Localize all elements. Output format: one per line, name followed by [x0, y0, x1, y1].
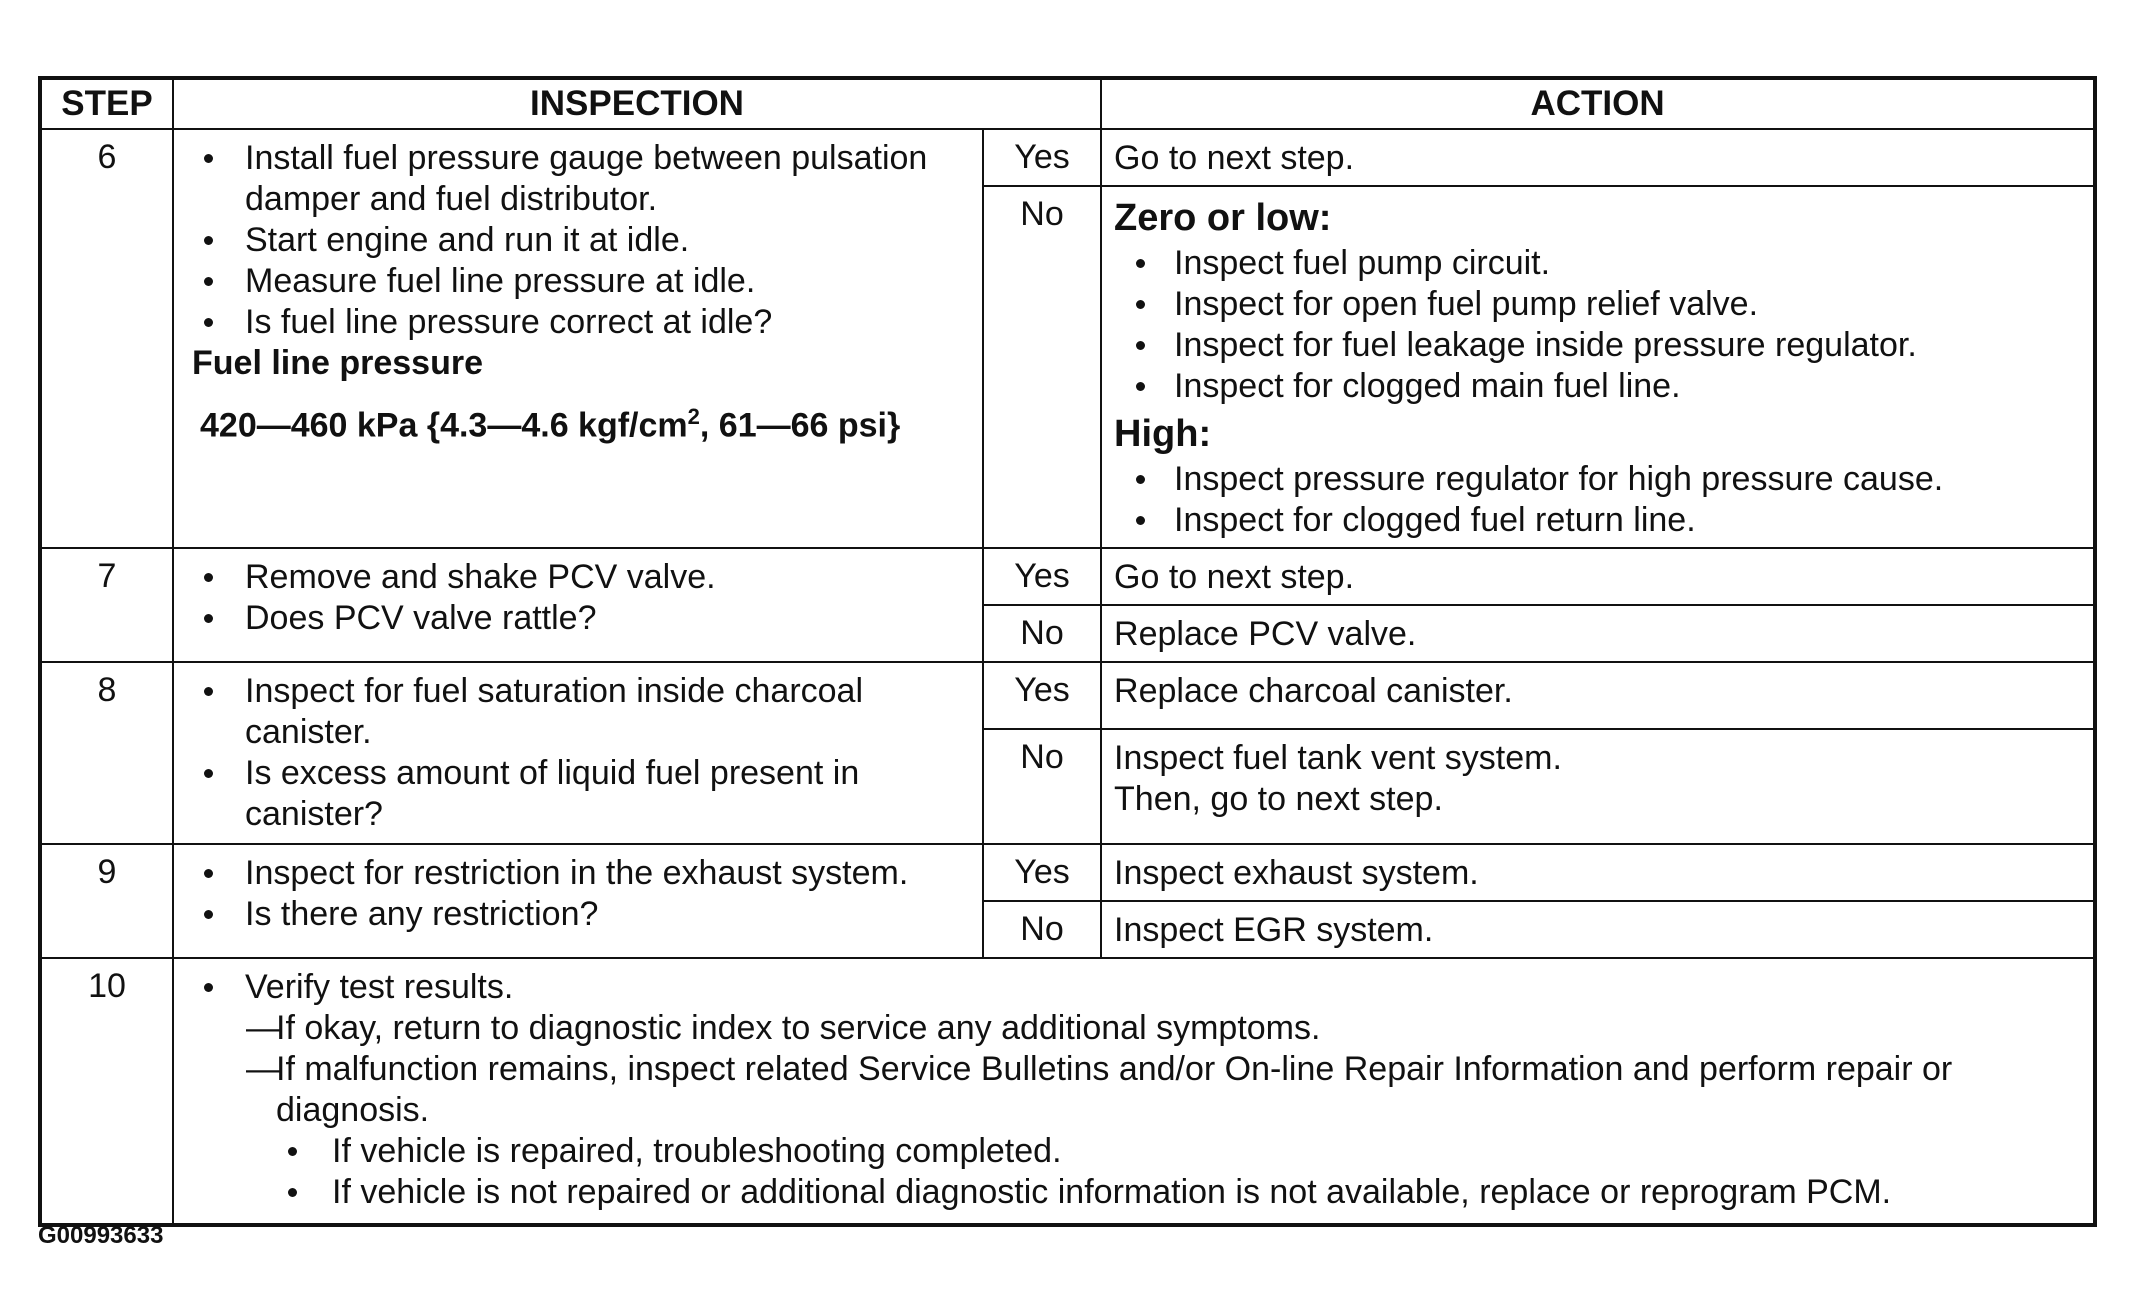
inspection-cell [173, 662, 983, 844]
no-action: Replace PCV valve. [1101, 605, 2095, 662]
dash-item: — If okay, return to diagnostic index to service any additional symptoms. [246, 1009, 1321, 1047]
step-number: 9 [40, 844, 173, 958]
inspection-cell [173, 844, 983, 958]
action-item: Inspect for open fuel pump relief valve. [1114, 284, 2083, 325]
diagnostic-table [38, 76, 2097, 1227]
yes-action: Go to next step. [1101, 129, 2095, 186]
table-row [40, 958, 2095, 1225]
yes-label: Yes [983, 548, 1101, 605]
table-row [40, 548, 2095, 605]
action-item: Inspect for clogged fuel return line. [1114, 500, 2083, 541]
inspection-cell [173, 129, 983, 548]
inspection-item: Inspect for restriction in the exhaust system. [190, 853, 972, 894]
sub-item: If vehicle is not repaired or additional diagnostic information is not available, replace or reprogram PCM. [276, 1172, 2083, 1213]
no-action: Inspect EGR system. [1101, 901, 2095, 958]
table-row [40, 844, 2095, 901]
action-line: Inspect fuel tank vent system. [1114, 738, 1562, 777]
inspection-item: Is fuel line pressure correct at idle? [190, 302, 972, 343]
no-action [1101, 186, 2095, 548]
yes-label: Yes [983, 844, 1101, 901]
inspection-item: Remove and shake PCV valve. [190, 557, 972, 598]
action-line: Then, go to next step. [1114, 779, 1443, 818]
inspection-item: Inspect for fuel saturation inside charcoal canister. [190, 671, 972, 753]
table-header-row [40, 78, 2095, 129]
header-step: STEP [40, 78, 173, 129]
dash-item: — If malfunction remains, inspect related Service Bulletins and/or On-line Repair Information and perform repair or diagnosis. [246, 1050, 1953, 1129]
action-item: Inspect for clogged main fuel line. [1114, 366, 2083, 407]
inspection-item: Verify test results. [190, 967, 2083, 1008]
inspection-item: Measure fuel line pressure at idle. [190, 261, 972, 302]
no-action [1101, 729, 2095, 844]
step-number: 8 [40, 662, 173, 844]
inspection-item: Start engine and run it at idle. [190, 220, 972, 261]
sub-list [190, 1131, 2083, 1213]
inspection-item: Does PCV valve rattle? [190, 598, 972, 639]
yes-action: Inspect exhaust system. [1101, 844, 2095, 901]
action-item: Inspect pressure regulator for high pressure cause. [1114, 459, 2083, 500]
step-number: 10 [40, 958, 173, 1225]
spec-value: 420—460 kPa {4.3—4.6 kgf/$cm^2$, 61—66 psi} [200, 404, 901, 445]
header-inspection: INSPECTION [173, 78, 1101, 129]
no-heading-zero-or-low: Zero or low: [1114, 197, 1332, 239]
step-number: 7 [40, 548, 173, 662]
yes-label: Yes [983, 129, 1101, 186]
sub-item: If vehicle is repaired, troubleshooting completed. [276, 1131, 2083, 1172]
table-row [40, 129, 2095, 186]
header-action: ACTION [1101, 78, 2095, 129]
inspection-item: Is excess amount of liquid fuel present in canister? [190, 753, 972, 835]
table-row [40, 662, 2095, 729]
inspection-item: Install fuel pressure gauge between pulsation damper and fuel distributor. [190, 138, 972, 220]
inspection-cell [173, 958, 2095, 1225]
no-heading-high: High: [1114, 413, 1212, 455]
action-item: Inspect fuel pump circuit. [1114, 243, 2083, 284]
step-number: 6 [40, 129, 173, 548]
no-label: No [983, 729, 1101, 844]
inspection-cell [173, 548, 983, 662]
spec-title: Fuel line pressure [192, 344, 483, 382]
yes-label: Yes [983, 662, 1101, 729]
no-label: No [983, 901, 1101, 958]
action-item: Inspect for fuel leakage inside pressure regulator. [1114, 325, 2083, 366]
yes-action: Go to next step. [1101, 548, 2095, 605]
yes-action: Replace charcoal canister. [1101, 662, 2095, 729]
no-label: No [983, 186, 1101, 548]
no-label: No [983, 605, 1101, 662]
figure-id: G00993633 [38, 1222, 164, 1249]
inspection-item: Is there any restriction? [190, 894, 972, 935]
